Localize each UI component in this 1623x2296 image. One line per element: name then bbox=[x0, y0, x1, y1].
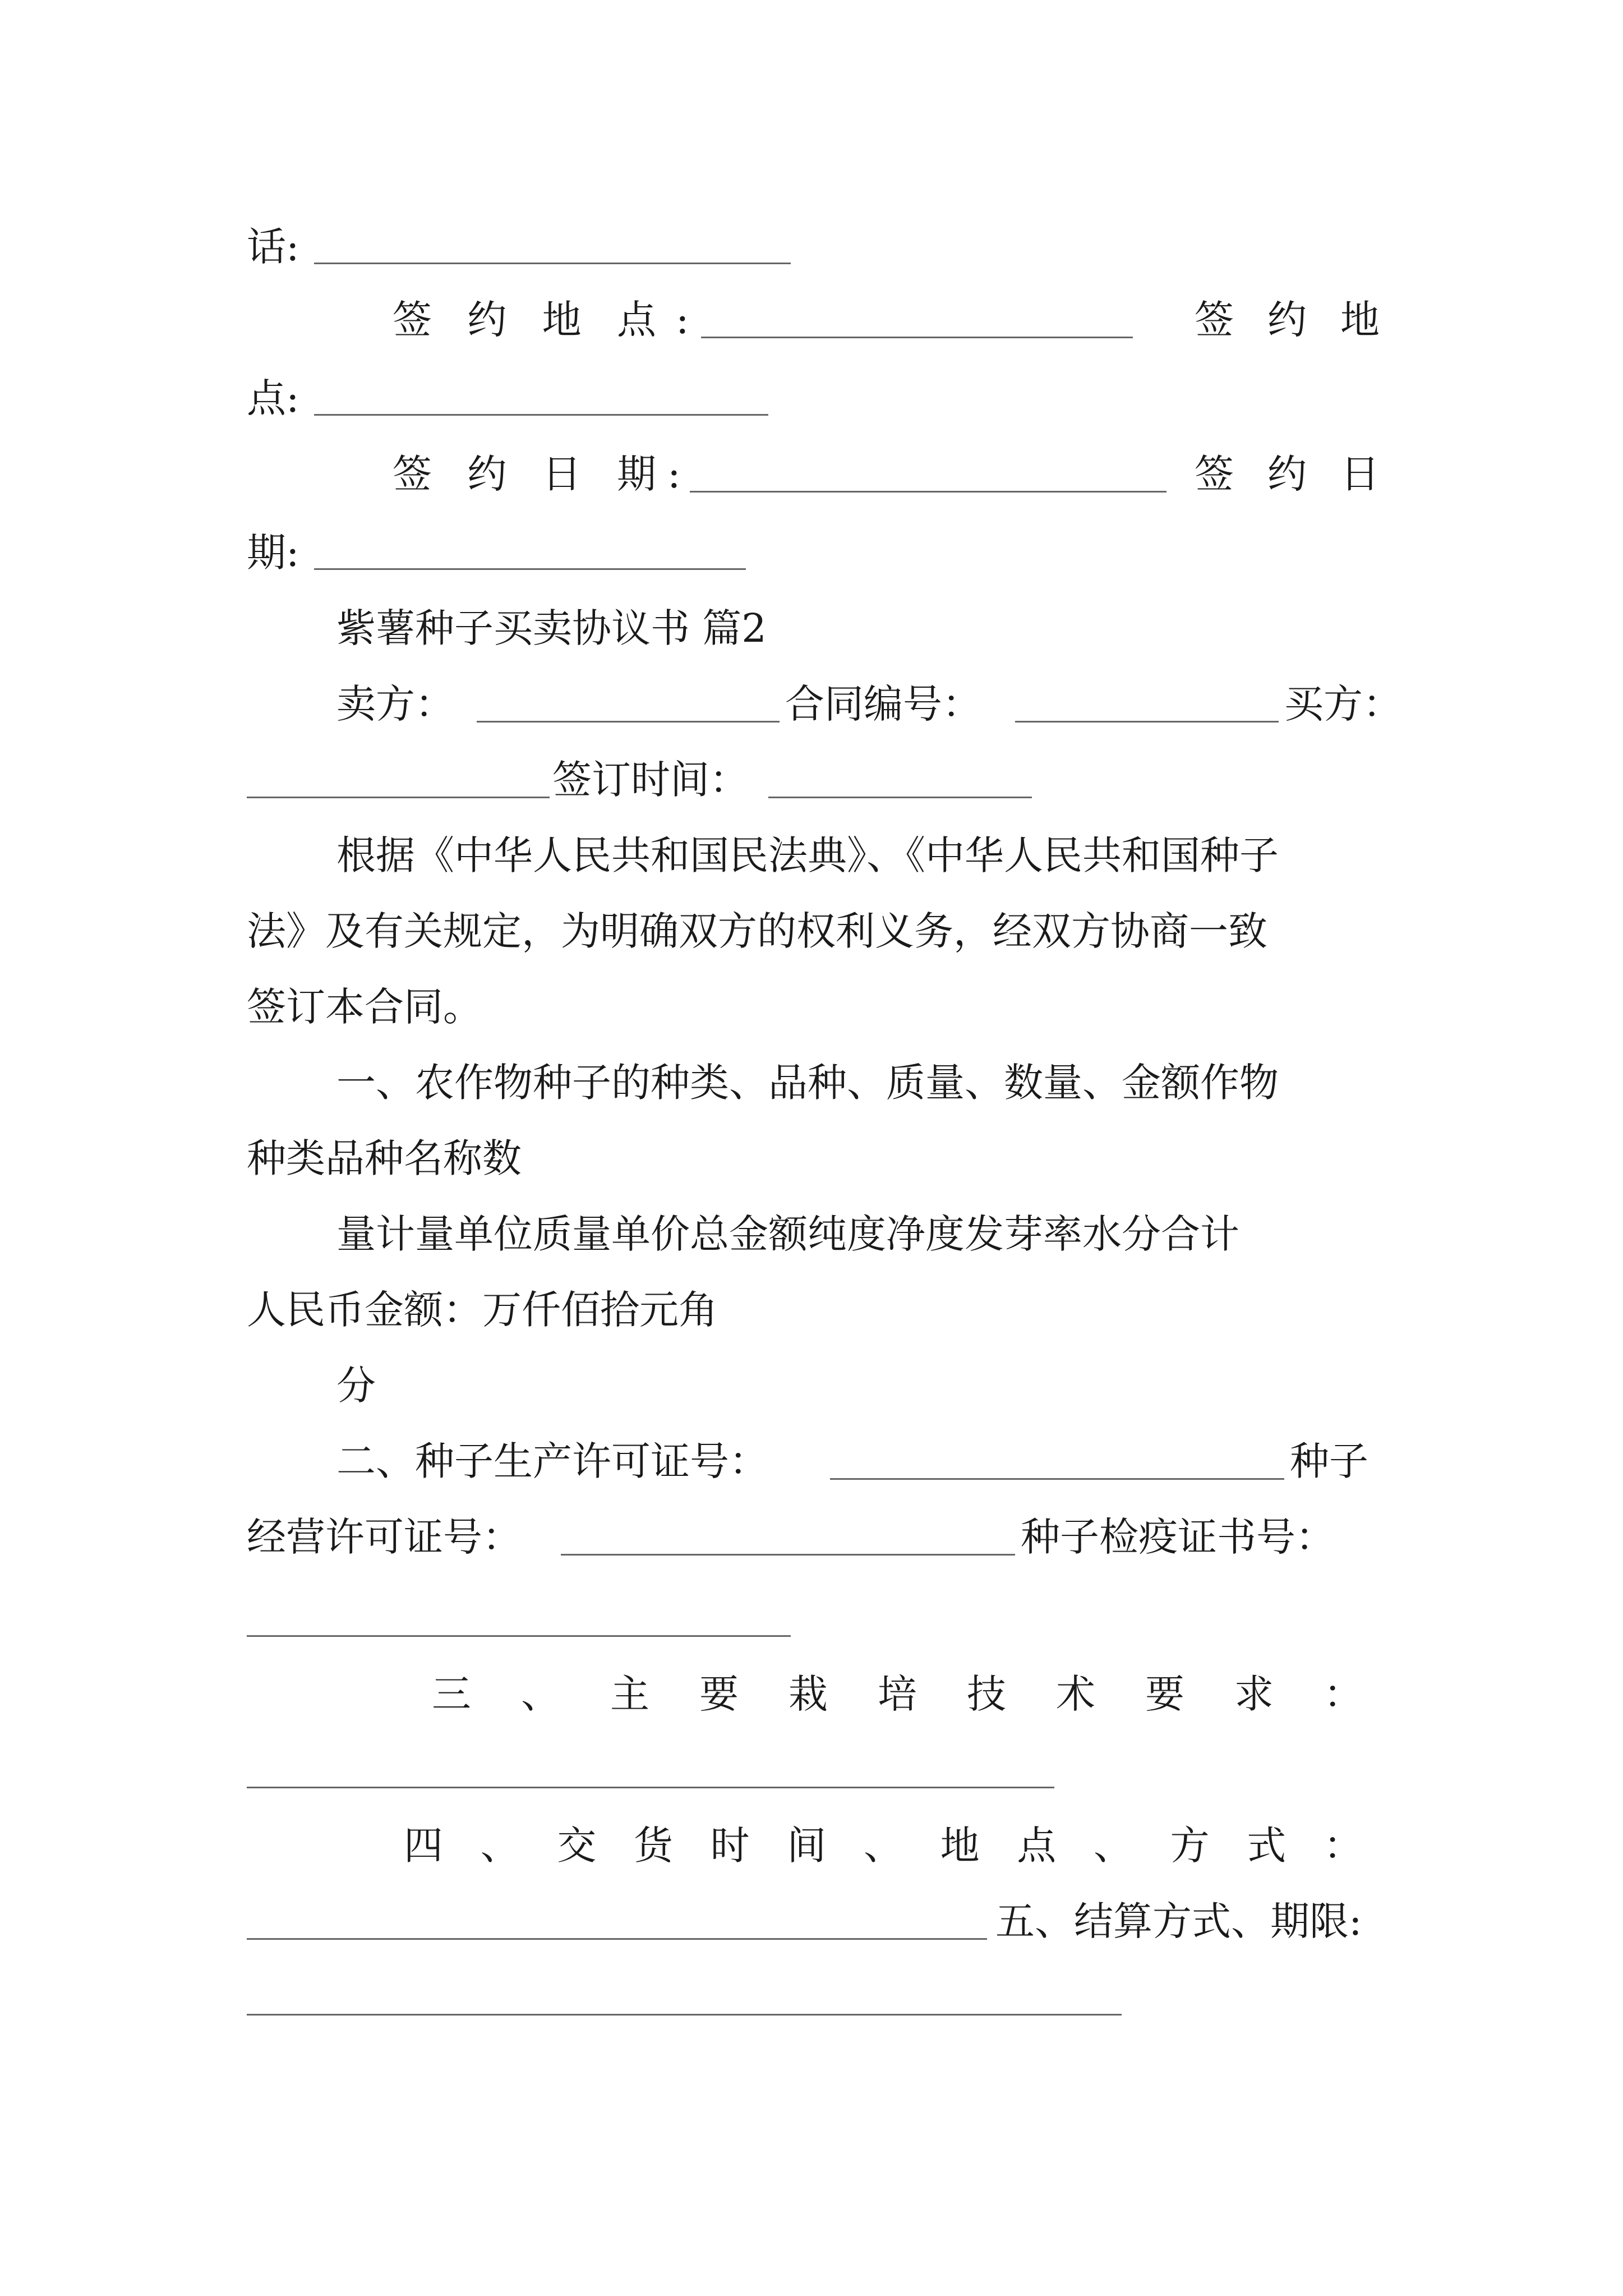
sign-date-label-wrap: 期: bbox=[247, 530, 299, 576]
quarantine-cert-label: 种子检疫证书号： bbox=[1021, 1514, 1335, 1560]
para1-line1: 根据《中华人民共和国民法典》、《中华人民共和国种子 bbox=[336, 832, 1279, 878]
buyer-blank bbox=[247, 797, 550, 798]
para1-line3: 签订本合同。 bbox=[247, 984, 482, 1030]
production-license-blank bbox=[830, 1478, 1284, 1480]
buyer-label: 买方： bbox=[1284, 681, 1402, 727]
business-license-label: 经营许可证号： bbox=[247, 1514, 522, 1560]
sign-date-blank-a bbox=[690, 491, 1166, 493]
item1-line3: 量计量单位质量单价总金额纯度净度发芽率水分合计 bbox=[336, 1211, 1239, 1257]
contract-no-blank bbox=[1015, 721, 1279, 723]
sign-place-blank-b bbox=[314, 414, 768, 416]
business-license-blank bbox=[561, 1554, 1015, 1556]
sign-place-label-left: 签 约 地 点 bbox=[393, 297, 656, 343]
sign-place-label-right: 签 约 地 bbox=[1195, 297, 1380, 343]
item1-line1: 一、农作物种子的种类、品种、质量、数量、金额作物 bbox=[336, 1060, 1279, 1106]
phone-label: 话: bbox=[247, 224, 299, 270]
contract-no-label: 合同编号： bbox=[785, 681, 981, 727]
item1-line5: 分 bbox=[336, 1363, 376, 1409]
sign-date-label-left: 签 约 日 期 bbox=[393, 451, 656, 497]
sign-place-blank-a bbox=[701, 337, 1133, 338]
sign-date-colon: : bbox=[667, 451, 681, 497]
sign-time-blank bbox=[768, 797, 1032, 798]
item2-tail: 种子 bbox=[1290, 1438, 1368, 1484]
sign-place-label-wrap: 点: bbox=[247, 375, 299, 421]
sign-time-label: 签订时间： bbox=[552, 757, 749, 803]
item3-heading: 三 、 主 要 栽 培 技 术 要 求 ： bbox=[432, 1671, 1363, 1717]
para1-line2: 法》及有关规定，为明确双方的权利义务，经双方协商一致 bbox=[247, 908, 1267, 954]
item1-line4: 人民币金额：万仟佰拾元角 bbox=[247, 1287, 718, 1333]
item2-label: 二、种子生产许可证号： bbox=[336, 1438, 768, 1484]
sign-date-label-right: 签 约 日 bbox=[1195, 451, 1380, 497]
delivery-blank bbox=[247, 1938, 987, 1940]
quarantine-cert-blank bbox=[247, 1635, 791, 1637]
seller-label: 卖方： bbox=[336, 681, 454, 727]
sign-date-blank-b bbox=[314, 568, 746, 570]
phone-blank bbox=[314, 263, 791, 264]
seller-blank bbox=[477, 721, 780, 723]
settlement-blank bbox=[247, 2014, 1122, 2016]
section-title: 紫薯种子买卖协议书 篇2 bbox=[336, 605, 767, 651]
sign-place-colon: : bbox=[676, 297, 689, 343]
item4-heading: 四 、 交 货 时 间 、 地 点 、 方 式 ： bbox=[404, 1823, 1363, 1869]
cultivation-requirements-blank bbox=[247, 1787, 1054, 1788]
item5-label: 五、结算方式、期限: bbox=[995, 1898, 1362, 1944]
item1-line2: 种类品种名称数 bbox=[247, 1135, 522, 1181]
